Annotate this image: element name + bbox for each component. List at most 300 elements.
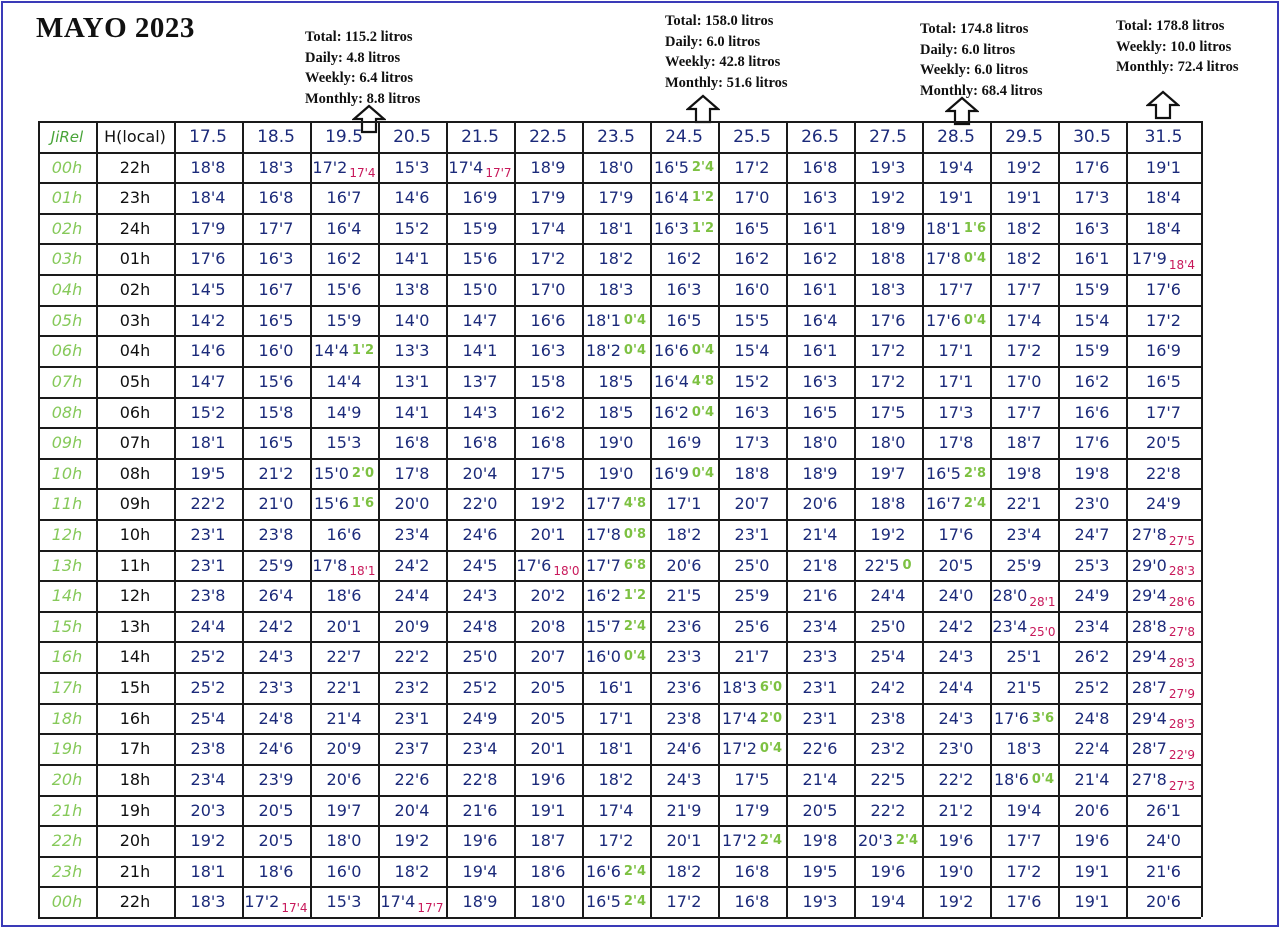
temperature-value: 20'6 — [666, 555, 702, 575]
temperature-value: 16'0 — [734, 280, 770, 299]
temperature-value: 24'3 — [258, 647, 294, 666]
temperature-value: 29'0 — [1131, 555, 1167, 575]
temperature-cell — [1058, 764, 1126, 795]
temperature-value: 19'4 — [1006, 800, 1042, 820]
temperature-value: 20'1 — [666, 831, 702, 850]
temperature-cell — [242, 427, 310, 458]
temperature-cell — [378, 795, 446, 825]
temperature-cell — [310, 243, 378, 274]
temperature-value: 16'0 — [258, 341, 294, 360]
temperature-cell — [446, 335, 514, 366]
temperature-value: 17'8 — [925, 249, 961, 268]
temperature-cell — [650, 182, 718, 213]
temperature-value: 29'4 — [1131, 708, 1167, 728]
temperature-value: 22'2 — [190, 494, 226, 513]
temperature-cell — [854, 488, 922, 519]
temperature-cell — [1058, 213, 1126, 243]
temperature-cell — [446, 243, 514, 274]
corrected-value: 27'3 — [1168, 778, 1196, 793]
temperature-value: 18'9 — [530, 157, 566, 177]
temperature-cell — [922, 213, 990, 243]
temperature-value: 18'8 — [870, 249, 906, 268]
temperature-value: 23'4 — [1006, 525, 1042, 544]
temperature-value: 19'3 — [870, 157, 906, 177]
rain-amount: 1'2 — [691, 190, 714, 205]
temperature-value: 16'2 — [1074, 372, 1110, 391]
temperature-value: 15'9 — [326, 310, 362, 330]
header-date: 23.5 — [597, 126, 635, 147]
temperature-cell — [718, 458, 786, 488]
temperature-cell — [1058, 305, 1126, 335]
temperature-value: 20'5 — [938, 555, 974, 575]
header-date: 22.5 — [529, 126, 567, 147]
temperature-cell — [786, 703, 854, 733]
temperature-cell — [718, 152, 786, 182]
temperature-value: 14'6 — [190, 341, 226, 360]
temperature-cell — [446, 825, 514, 856]
temperature-cell — [446, 519, 514, 550]
header-date: 24.5 — [665, 126, 703, 147]
temperature-cell — [378, 243, 446, 274]
temperature-value: 16'6 — [530, 310, 566, 330]
temperature-value: 23'4 — [190, 770, 226, 789]
temperature-value: 17'2 — [312, 157, 348, 177]
temperature-value: 25'4 — [870, 647, 906, 666]
rain-amount: 0'4 — [691, 465, 714, 481]
temperature-value: 20'1 — [530, 739, 566, 758]
temperature-value: 19'2 — [394, 831, 430, 850]
temperature-cell — [990, 672, 1058, 703]
temperature-cell — [1126, 641, 1201, 672]
temperature-value: 20'2 — [530, 586, 566, 605]
temperature-cell — [854, 152, 922, 182]
temperature-value: 25'6 — [734, 616, 770, 636]
temperature-cell — [922, 243, 990, 274]
temperature-cell — [786, 427, 854, 458]
utc-hour-cell: 23h — [51, 861, 83, 881]
temperature-cell — [990, 764, 1058, 795]
temperature-value: 19'8 — [1006, 463, 1042, 483]
temperature-value: 17'3 — [938, 402, 974, 422]
temperature-value: 20'6 — [1074, 800, 1110, 820]
temperature-value: 17'6 — [993, 708, 1029, 728]
local-hour-cell: 13h — [119, 616, 151, 636]
temperature-cell — [1058, 519, 1126, 550]
rain-amount: 0'4 — [623, 312, 646, 328]
rain-amount: 1'6 — [351, 496, 374, 511]
temperature-value: 18'0 — [598, 157, 634, 177]
corrected-value: 25'0 — [1029, 625, 1056, 639]
temperature-value: 14'6 — [394, 188, 430, 207]
temperature-value: 18'5 — [598, 372, 634, 391]
temperature-cell — [242, 305, 310, 335]
temperature-value: 16'1 — [802, 218, 838, 238]
temperature-cell — [922, 458, 990, 488]
temperature-value: 17'6 — [925, 310, 961, 330]
temperature-value: 25'2 — [190, 647, 226, 666]
temperature-cell — [446, 611, 514, 641]
temperature-value: 18'8 — [870, 494, 906, 513]
temperature-cell — [650, 580, 718, 611]
temperature-cell — [242, 366, 310, 397]
temperature-cell — [242, 795, 310, 825]
temperature-cell — [786, 397, 854, 427]
temperature-cell — [990, 886, 1058, 917]
temperature-cell — [854, 886, 922, 917]
temperature-cell — [378, 152, 446, 182]
temperature-cell — [582, 580, 650, 611]
temperature-cell — [786, 856, 854, 886]
temperature-value: 25'0 — [462, 647, 498, 666]
temperature-value: 14'1 — [394, 402, 430, 422]
temperature-value: 16'1 — [598, 678, 634, 697]
temperature-value: 20'5 — [1146, 433, 1181, 452]
temperature-value: 21'2 — [258, 463, 294, 483]
temperature-value: 23'1 — [190, 555, 226, 575]
temperature-cell — [446, 458, 514, 488]
summary-block-1 — [305, 27, 420, 109]
temperature-cell — [582, 397, 650, 427]
summary-line: Weekly: 6.0 litros — [920, 62, 1029, 78]
temperature-value: 18'8 — [190, 157, 226, 177]
corrected-value: 28'6 — [1168, 594, 1196, 609]
temperature-value: 19'1 — [530, 800, 566, 820]
temperature-cell — [174, 243, 242, 274]
temperature-cell — [854, 243, 922, 274]
temperature-cell — [1126, 488, 1201, 519]
temperature-cell — [242, 182, 310, 213]
temperature-cell — [310, 519, 378, 550]
temperature-value: 19'1 — [1146, 157, 1181, 177]
temperature-value: 17'9 — [190, 218, 226, 238]
temperature-value: 14'4 — [313, 341, 349, 360]
temperature-cell — [1126, 580, 1201, 611]
temperature-value: 17'9 — [734, 800, 770, 820]
temperature-value: 20'5 — [258, 831, 294, 850]
temperature-cell — [718, 397, 786, 427]
temperature-value: 18'4 — [1146, 218, 1181, 238]
utc-hour-cell: 08h — [51, 402, 83, 422]
temperature-value: 14'4 — [326, 372, 362, 391]
temperature-cell — [1126, 611, 1201, 641]
temperature-cell — [1058, 366, 1126, 397]
temperature-value: 21'6 — [1146, 861, 1181, 881]
temperature-cell — [786, 825, 854, 856]
temperature-value: 17'8 — [585, 525, 621, 544]
temperature-value: 18'9 — [870, 218, 906, 238]
temperature-value: 17'2 — [666, 892, 702, 911]
temperature-cell — [786, 580, 854, 611]
temperature-value: 19'1 — [1006, 188, 1042, 207]
temperature-cell — [582, 213, 650, 243]
temperature-cell — [242, 733, 310, 764]
temperature-cell — [922, 886, 990, 917]
temperature-cell — [582, 243, 650, 274]
temperature-value: 18'3 — [721, 678, 757, 697]
temperature-value: 16'5 — [925, 463, 961, 483]
temperature-value: 15'0 — [313, 463, 349, 483]
temperature-cell — [1126, 427, 1201, 458]
temperature-value: 15'3 — [394, 157, 430, 177]
temperature-cell — [854, 550, 922, 580]
temperature-cell — [650, 213, 718, 243]
temperature-cell — [582, 519, 650, 550]
temperature-cell — [1126, 458, 1201, 488]
temperature-value: 23'1 — [802, 708, 838, 728]
temperature-value: 19'4 — [870, 892, 906, 911]
temperature-cell — [1058, 795, 1126, 825]
temperature-cell — [1058, 488, 1126, 519]
temperature-value: 17'2 — [734, 157, 770, 177]
rain-amount: 2'8 — [963, 465, 986, 481]
local-hour-cell: 06h — [119, 402, 151, 422]
temperature-value: 22'6 — [394, 770, 430, 789]
temperature-cell — [854, 764, 922, 795]
summary-block-4 — [1116, 16, 1239, 78]
temperature-value: 13'3 — [394, 341, 430, 360]
temperature-value: 16'2 — [734, 249, 770, 268]
temperature-cell — [1058, 550, 1126, 580]
summary-line: Monthly: 72.4 litros — [1116, 59, 1239, 75]
temperature-cell — [990, 611, 1058, 641]
local-hour-cell: 09h — [119, 494, 151, 513]
temperature-value: 20'6 — [1146, 892, 1181, 911]
temperature-cell — [514, 611, 582, 641]
temperature-value: 24'3 — [462, 586, 498, 605]
temperature-value: 15'9 — [1074, 280, 1110, 299]
temperature-cell — [310, 397, 378, 427]
temperature-value: 19'3 — [802, 892, 838, 911]
temperature-value: 16'4 — [653, 188, 689, 207]
temperature-cell — [922, 672, 990, 703]
temperature-value: 24'2 — [258, 616, 294, 636]
temperature-value: 22'2 — [938, 770, 974, 789]
temperature-value: 15'2 — [734, 372, 770, 391]
temperature-cell — [242, 611, 310, 641]
temperature-cell — [174, 397, 242, 427]
temperature-value: 22'2 — [394, 647, 430, 666]
temperature-cell — [854, 611, 922, 641]
temperature-value: 23'0 — [1074, 494, 1110, 513]
temperature-cell — [1126, 672, 1201, 703]
temperature-cell — [786, 274, 854, 305]
temperature-cell — [310, 305, 378, 335]
corrected-value: 17'4 — [349, 166, 376, 180]
temperature-cell — [446, 213, 514, 243]
temperature-cell — [718, 182, 786, 213]
local-hour-cell: 24h — [119, 218, 151, 238]
temperature-value: 25'9 — [734, 586, 770, 605]
temperature-value: 22'5 — [864, 555, 900, 575]
temperature-cell — [310, 703, 378, 733]
temperature-value: 23'1 — [394, 708, 430, 728]
temperature-cell — [854, 182, 922, 213]
temperature-value: 17'6 — [938, 525, 974, 544]
temperature-value: 23'4 — [992, 616, 1028, 636]
rain-amount: 6'0 — [759, 680, 782, 695]
temperature-value: 23'3 — [258, 678, 294, 697]
temperature-value: 22'4 — [1074, 739, 1110, 758]
temperature-value: 19'8 — [802, 831, 838, 850]
temperature-cell — [174, 427, 242, 458]
rain-amount: 1'2 — [691, 220, 714, 236]
page-title: MAYO 2023 — [36, 12, 195, 44]
temperature-value: 17'6 — [1074, 433, 1110, 452]
temperature-cell — [174, 580, 242, 611]
temperature-value: 16'3 — [802, 372, 838, 391]
temperature-cell — [786, 366, 854, 397]
summary-block-2 — [665, 11, 788, 93]
temperature-value: 18'6 — [326, 586, 362, 605]
temperature-value: 23'2 — [394, 678, 430, 697]
temperature-value: 26'2 — [1074, 647, 1110, 666]
temperature-cell — [786, 488, 854, 519]
header-utc: JiRel — [50, 127, 84, 146]
temperature-value: 25'0 — [870, 616, 906, 636]
temperature-cell — [174, 703, 242, 733]
temperature-cell — [582, 335, 650, 366]
temperature-value: 17'7 — [585, 494, 621, 513]
temperature-cell — [650, 366, 718, 397]
temperature-value: 15'6 — [258, 372, 294, 391]
temperature-cell — [1126, 550, 1201, 580]
temperature-cell — [922, 427, 990, 458]
temperature-cell — [242, 458, 310, 488]
utc-hour-cell: 20h — [51, 770, 83, 789]
temperature-value: 24'7 — [1074, 525, 1110, 544]
temperature-value: 17'2 — [530, 249, 566, 268]
temperature-value: 20'9 — [394, 616, 430, 636]
rain-amount: 0'4 — [1031, 772, 1054, 787]
temperature-cell — [310, 458, 378, 488]
temperature-value: 17'6 — [190, 249, 226, 268]
temperature-cell — [1058, 611, 1126, 641]
temperature-value: 24'4 — [394, 586, 430, 605]
rain-amount: 3'6 — [1031, 710, 1054, 726]
temperature-value: 18'4 — [190, 188, 226, 207]
temperature-cell — [242, 152, 310, 182]
temperature-value: 16'4 — [802, 310, 838, 330]
corrected-value: 28'3 — [1168, 717, 1196, 731]
temperature-value: 19'2 — [938, 892, 974, 911]
temperature-value: 16'7 — [925, 494, 961, 513]
temperature-value: 19'6 — [938, 831, 974, 850]
temperature-cell — [922, 733, 990, 764]
temperature-cell — [990, 152, 1058, 182]
temperature-value: 17'2 — [870, 372, 906, 391]
temperature-cell — [242, 213, 310, 243]
temperature-cell — [786, 550, 854, 580]
grid-column-line — [1201, 121, 1203, 917]
temperature-cell — [446, 305, 514, 335]
temperature-value: 23'0 — [938, 739, 974, 758]
temperature-value: 13'8 — [394, 280, 430, 299]
temperature-value: 18'9 — [462, 892, 498, 911]
temperature-cell — [514, 243, 582, 274]
temperature-value: 21'6 — [462, 800, 498, 820]
header-date: 18.5 — [257, 126, 295, 147]
temperature-cell — [718, 366, 786, 397]
utc-hour-cell: 12h — [51, 525, 83, 544]
temperature-cell — [854, 856, 922, 886]
temperature-cell — [990, 213, 1058, 243]
utc-hour-cell: 13h — [51, 555, 83, 575]
temperature-cell — [1058, 886, 1126, 917]
temperature-value: 23'8 — [190, 739, 226, 758]
local-hour-cell: 14h — [119, 647, 151, 666]
rain-amount: 2'0 — [759, 710, 782, 726]
temperature-value: 17'4 — [380, 892, 416, 911]
utc-hour-cell: 04h — [51, 280, 83, 299]
temperature-value: 23'1 — [802, 678, 838, 697]
temperature-cell — [174, 795, 242, 825]
local-hour-cell: 08h — [119, 463, 151, 483]
temperature-value: 17'5 — [734, 770, 770, 789]
temperature-cell — [582, 856, 650, 886]
local-hour-cell: 20h — [119, 831, 151, 850]
temperature-value: 24'9 — [1074, 586, 1110, 605]
temperature-value: 25'1 — [1006, 647, 1042, 666]
temperature-value: 20'6 — [802, 494, 838, 513]
temperature-cell — [718, 856, 786, 886]
temperature-cell — [514, 488, 582, 519]
temperature-cell — [582, 182, 650, 213]
temperature-value: 16'5 — [666, 310, 702, 330]
corrected-value: 28'1 — [1029, 594, 1056, 609]
temperature-cell — [1126, 825, 1201, 856]
temperature-value: 20'4 — [394, 800, 430, 820]
temperature-value: 16'1 — [802, 341, 838, 360]
temperature-cell — [1126, 305, 1201, 335]
temperature-cell — [310, 274, 378, 305]
temperature-cell — [378, 182, 446, 213]
temperature-value: 17'7 — [938, 280, 974, 299]
header-date: 19.5 — [325, 126, 363, 147]
temperature-cell — [922, 519, 990, 550]
temperature-cell — [446, 488, 514, 519]
temperature-cell — [378, 458, 446, 488]
temperature-value: 23'8 — [258, 525, 294, 544]
temperature-value: 23'4 — [802, 616, 838, 636]
temperature-cell — [786, 733, 854, 764]
temperature-value: 21'7 — [734, 647, 770, 666]
rain-amount: 4'8 — [623, 496, 646, 511]
temperature-value: 15'8 — [258, 402, 294, 422]
temperature-cell — [242, 274, 310, 305]
temperature-cell — [718, 213, 786, 243]
temperature-value: 23'3 — [802, 647, 838, 666]
utc-hour-cell: 18h — [51, 708, 83, 728]
temperature-value: 21'5 — [1006, 678, 1042, 697]
temperature-value: 15'0 — [462, 280, 498, 299]
temperature-value: 14'1 — [462, 341, 498, 360]
temperature-cell — [174, 611, 242, 641]
temperature-value: 25'4 — [190, 708, 226, 728]
temperature-value: 17'3 — [734, 433, 770, 452]
temperature-cell — [514, 825, 582, 856]
temperature-cell — [446, 764, 514, 795]
temperature-value: 24'9 — [462, 708, 498, 728]
temperature-cell — [650, 886, 718, 917]
temperature-cell — [514, 795, 582, 825]
temperature-value: 20'3 — [190, 800, 226, 820]
temperature-cell — [1126, 335, 1201, 366]
temperature-cell — [718, 886, 786, 917]
temperature-value: 23'9 — [258, 770, 294, 789]
temperature-cell — [786, 213, 854, 243]
temperature-cell — [786, 886, 854, 917]
temperature-cell — [378, 611, 446, 641]
